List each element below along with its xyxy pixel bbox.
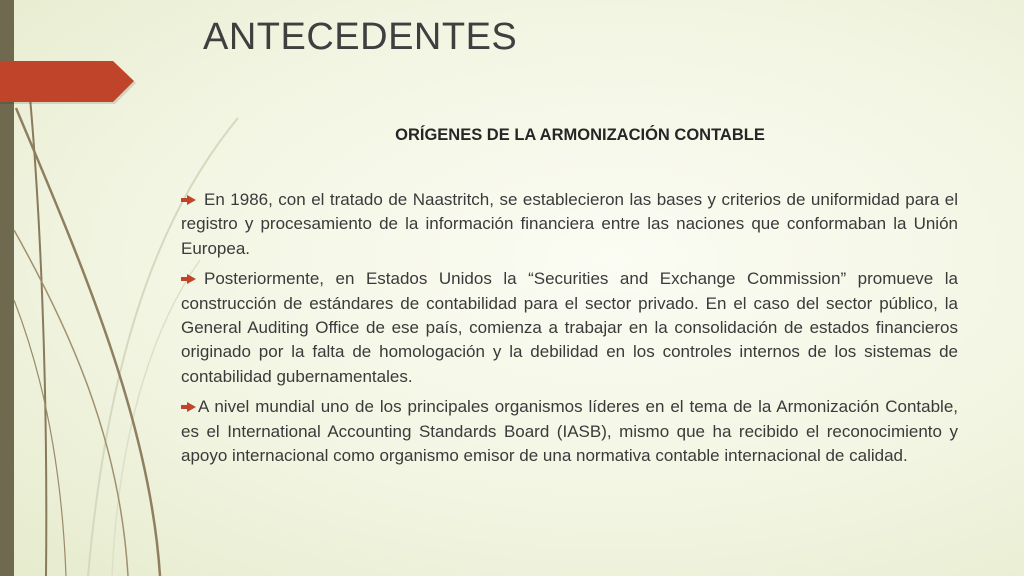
bullet-item bbox=[181, 267, 958, 389]
slide-title: ANTECEDENTES bbox=[203, 16, 518, 58]
arrow-bullet-icon bbox=[181, 190, 196, 209]
bullet-text: Posteriormente, en Estados Unidos la “Securities and Exchange Commission” promueve la construcción de estándares de contabilidad para el sector privado. En el caso del sector público, la General Auditing Office de ese país, comienza a trabajar en la consolidación de estados financieros originado por la falta de homologación y la debilidad en los controles internos de los sistemas de contabilidad gubernamentales. bbox=[181, 269, 958, 386]
bullet-item bbox=[181, 395, 958, 468]
arrow-bullet-icon bbox=[181, 397, 196, 416]
slide-subtitle: ORÍGENES DE LA ARMONIZACIÓN CONTABLE bbox=[395, 126, 765, 144]
arrow-bullet-icon bbox=[181, 269, 196, 288]
decor-curve-dark-4 bbox=[14, 300, 66, 576]
decor-curve-dark-1 bbox=[28, 76, 46, 576]
decor-curve-dark-2 bbox=[16, 108, 160, 576]
decor-curve-dark-3 bbox=[14, 230, 128, 576]
bullet-list bbox=[181, 188, 958, 474]
bullet-text: En 1986, con el tratado de Naastritch, se establecieron las bases y criterios de uniformidad para el registro y procesamiento de la información financiera entre las naciones que conformaban la Unión Europea. bbox=[181, 190, 958, 258]
title-accent-tab bbox=[0, 61, 134, 102]
bullet-item bbox=[181, 188, 958, 261]
bullet-text: A nivel mundial uno de los principales organismos líderes en el tema de la Armonización Contable, es el International Accounting Standards Board (IASB), mismo que ha recibido el reconocimiento y apoyo internacional como organismo emisor de una normativa contable internacional de calidad. bbox=[181, 397, 958, 466]
